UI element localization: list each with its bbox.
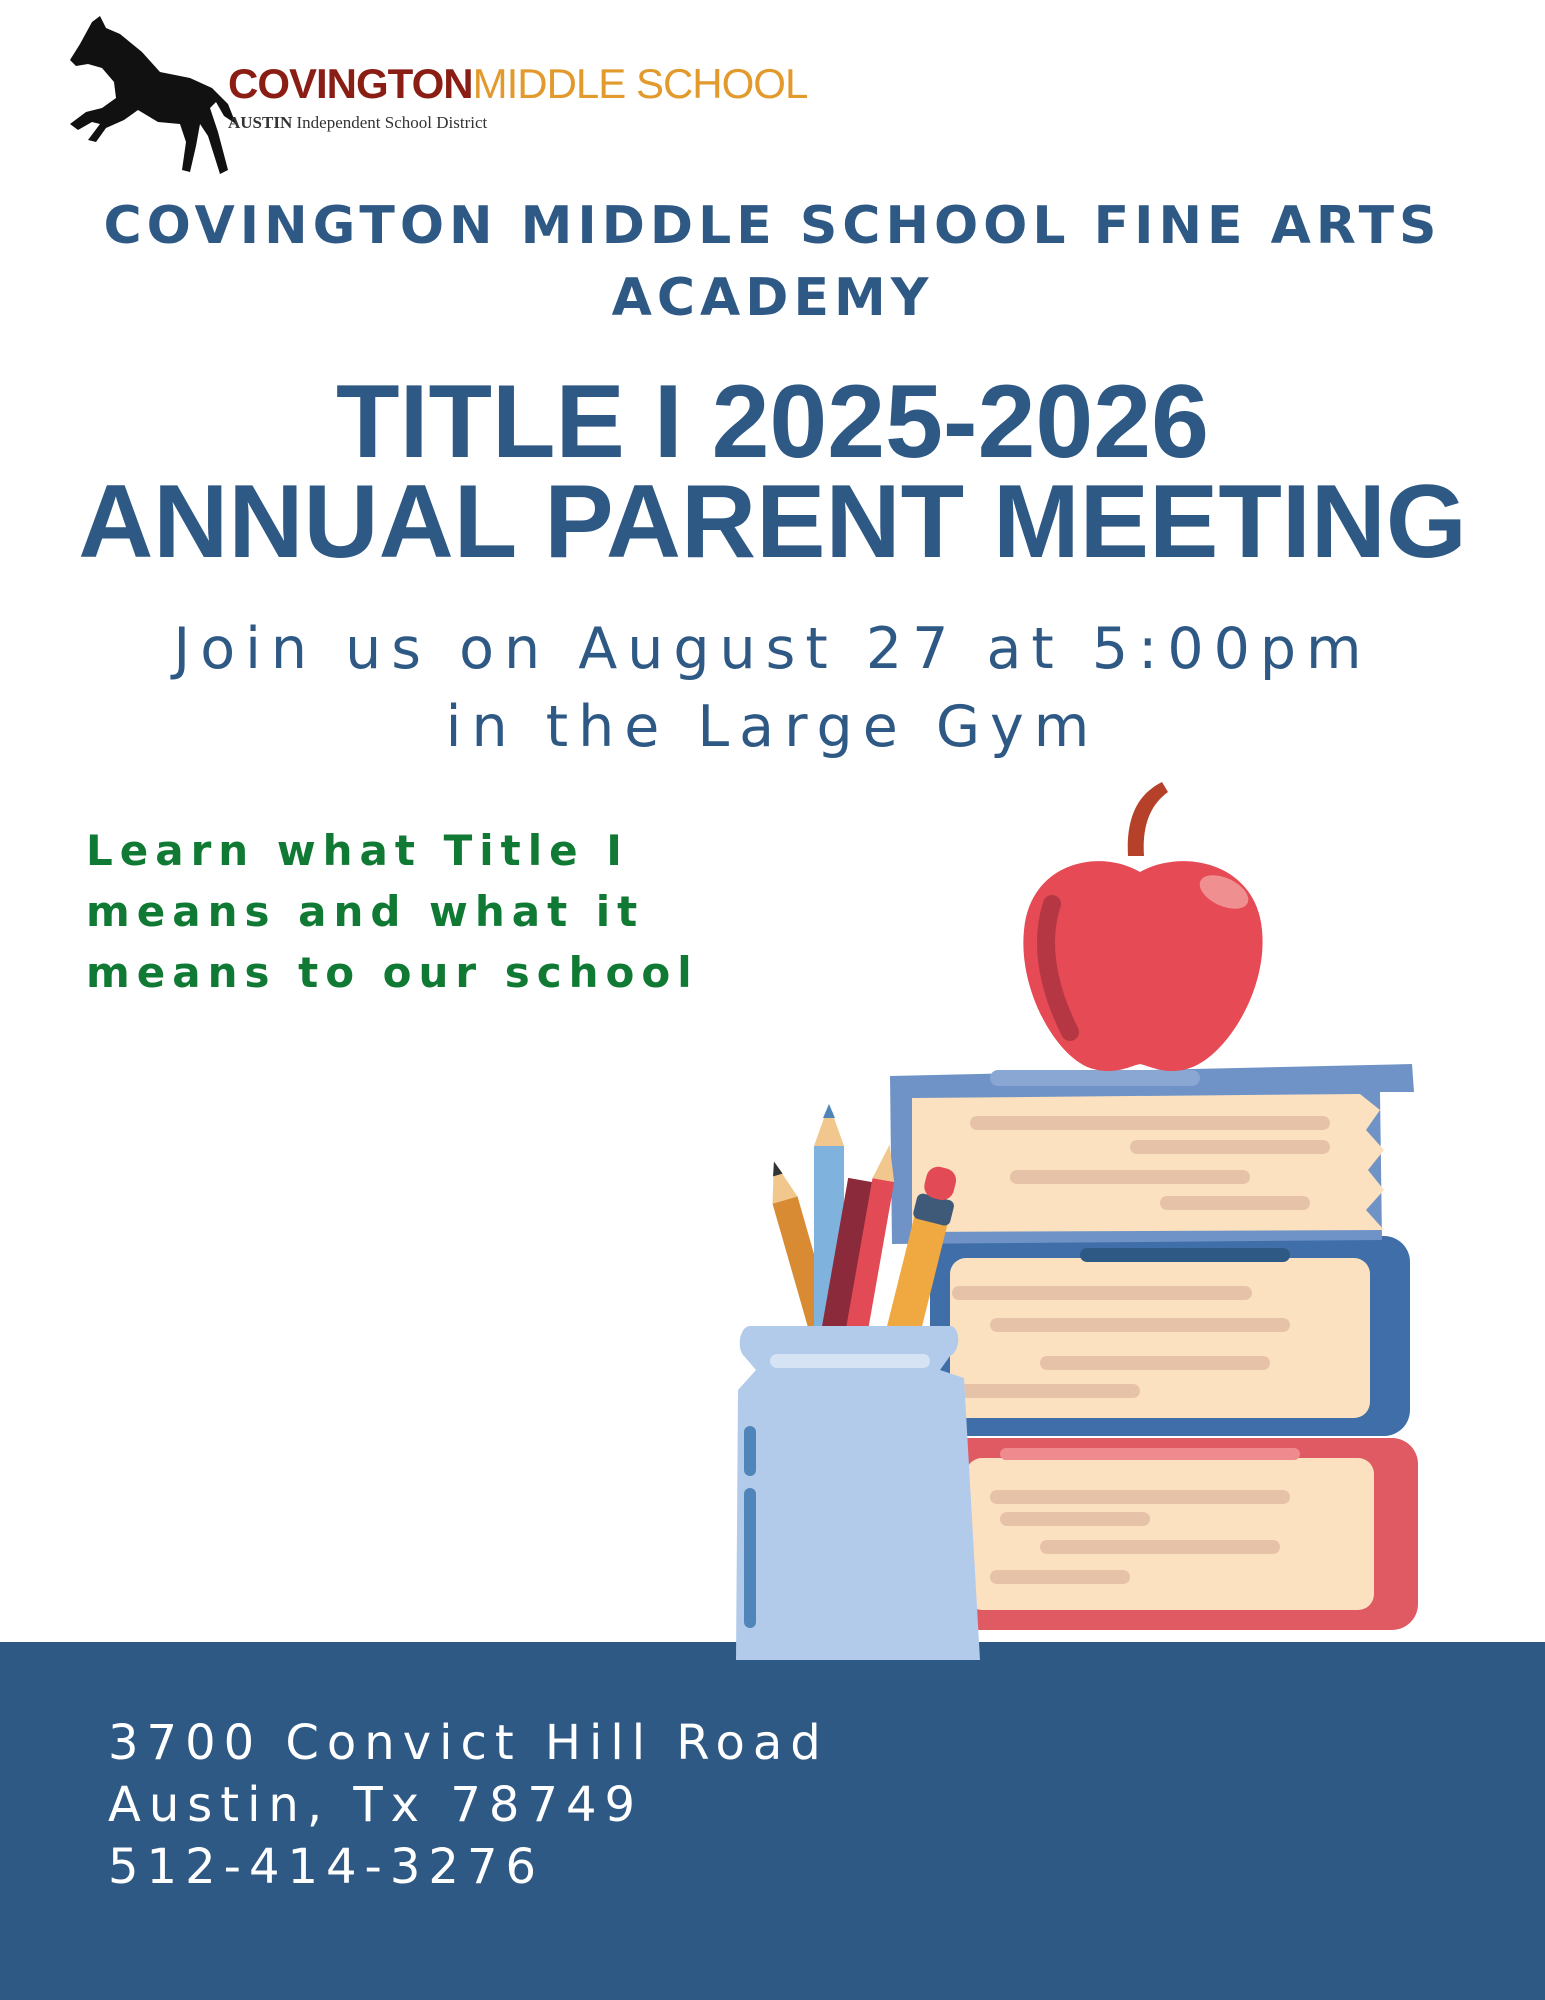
contact-info [108, 1712, 829, 1898]
learn-line3: means to our school [86, 948, 699, 997]
event-location: in the Large Gym [445, 694, 1100, 760]
pencil-cup-icon [736, 1104, 980, 1660]
logo-district: AUSTIN Independent School District [228, 113, 488, 132]
contact-phone[interactable]: 512-414-3276 [108, 1839, 545, 1895]
academy-title-line1: COVINGTON MIDDLE SCHOOL FINE ARTS [103, 196, 1442, 256]
contact-city: Austin, Tx 78749 [108, 1777, 644, 1833]
apple-icon [1023, 782, 1262, 1071]
school-logo [40, 12, 840, 187]
book-stack-icon [890, 1064, 1418, 1630]
contact-street: 3700 Convict Hill Road [108, 1715, 829, 1771]
academy-title-line2: ACADEMY [611, 268, 934, 328]
logo-wordmark: COVINGTONMIDDLE SCHOOL [228, 60, 808, 107]
page-title-line2: ANNUAL PARENT MEETING [78, 464, 1467, 580]
horse-icon [40, 12, 240, 182]
page-title [0, 364, 1545, 580]
learn-message [86, 820, 786, 1003]
event-details [0, 610, 1545, 766]
learn-line1: Learn what Title I [86, 826, 629, 875]
page-title-line1: TITLE I 2025-2026 [336, 364, 1209, 480]
learn-line2: means and what it [86, 887, 645, 936]
event-date-time: Join us on August 27 at 5:00pm [173, 616, 1372, 682]
academy-title [0, 190, 1545, 334]
